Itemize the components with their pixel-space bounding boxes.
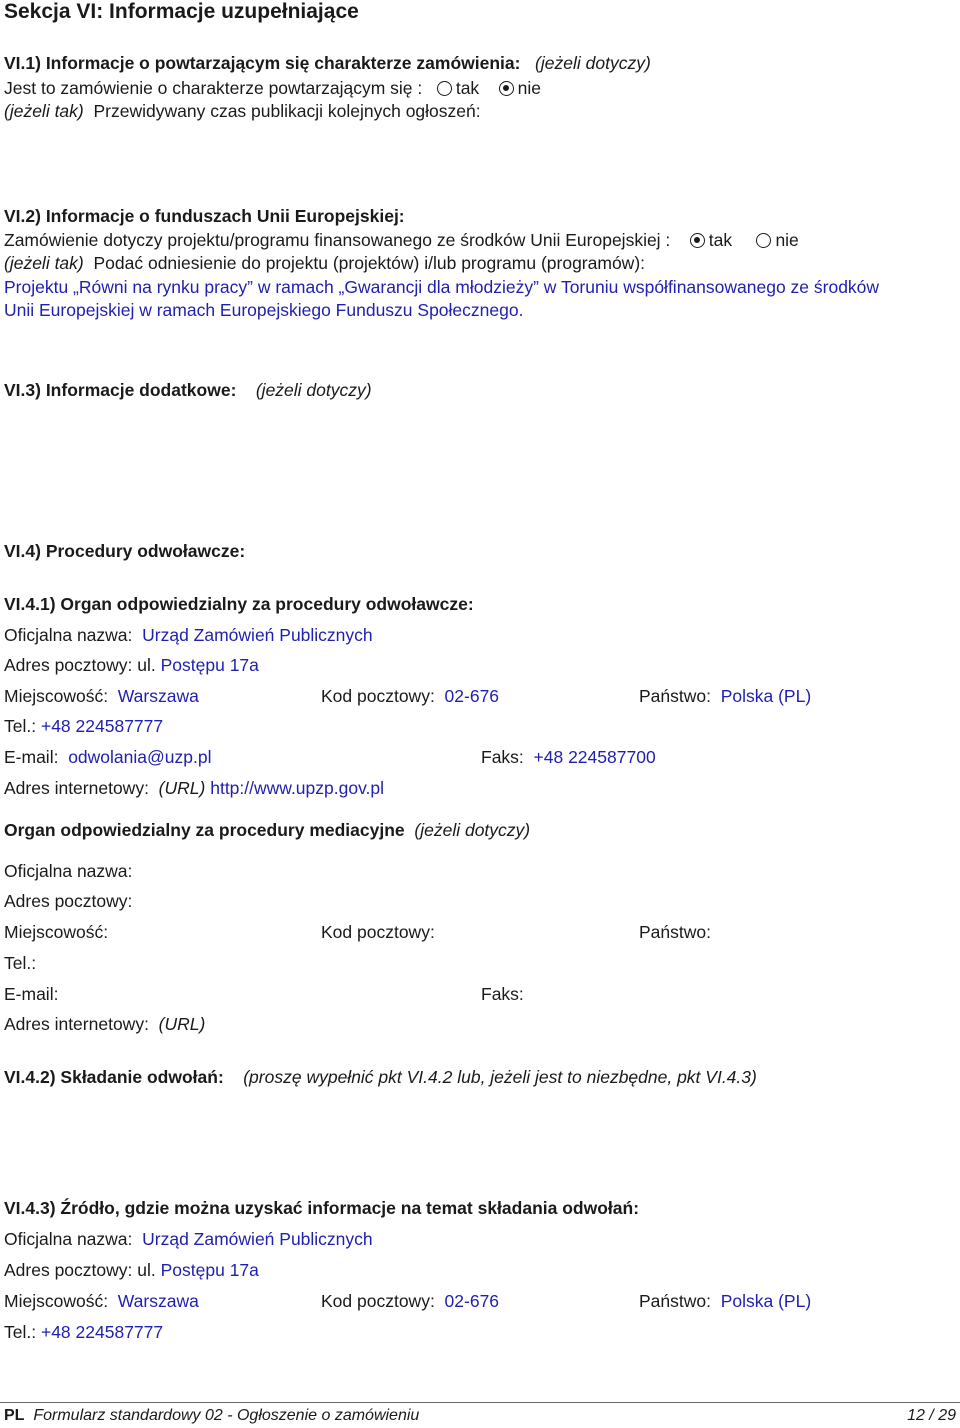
- vi41-address-prefix: ul.: [137, 655, 156, 675]
- vi41-web-url-note: (URL): [158, 778, 206, 798]
- vi41-email[interactable]: odwolania@uzp.pl: [68, 747, 212, 767]
- vi1-question-line: [4, 78, 541, 99]
- vi41-postal-line: [321, 686, 499, 707]
- vi3-heading: VI.3) Informacje dodatkowe:: [4, 380, 237, 400]
- vi43-address-label: Adres pocztowy:: [4, 1260, 133, 1280]
- mediation-city-label: Miejscowość:: [4, 922, 109, 942]
- footer-left: [4, 1407, 419, 1425]
- vi2-sub-prefix: (jeżeli tak): [4, 253, 84, 273]
- vi41-fax-label: Faks:: [481, 747, 524, 767]
- mediation-tel-label: Tel.:: [4, 953, 37, 973]
- vi43-official-name: Urząd Zamówień Publicznych: [142, 1229, 373, 1249]
- vi41-city: Warszawa: [117, 686, 199, 706]
- mediation-heading-line: [4, 820, 530, 841]
- mediation-address-label: Adres pocztowy:: [4, 891, 133, 911]
- footer-form: Formularz standardowy 02 - Ogłoszenie o zamówieniu: [33, 1407, 420, 1424]
- vi41-address-label: Adres pocztowy:: [4, 655, 133, 675]
- mediation-web-url-note: (URL): [158, 1014, 206, 1034]
- vi1-yes-label: tak: [455, 78, 480, 98]
- vi2-sub-text: Podać odniesienie do projektu (projektów) i/lub programu (programów):: [93, 253, 646, 273]
- vi43-postal-line: [321, 1291, 499, 1312]
- vi43-tel-label: Tel.:: [4, 1322, 37, 1342]
- vi41-web-label: Adres internetowy:: [4, 778, 149, 798]
- vi41-address-line: [4, 655, 259, 676]
- mediation-heading: Organ odpowiedzialny za procedury mediacyjne: [4, 820, 405, 840]
- vi1-note: (jeżeli dotyczy): [535, 53, 651, 73]
- vi41-official-name-label: Oficjalna nazwa:: [4, 625, 133, 645]
- vi4-heading: VI.4) Procedury odwoławcze:: [4, 541, 246, 561]
- mediation-postal-label: Kod pocztowy:: [321, 922, 435, 942]
- vi1-sub-prefix: (jeżeli tak): [4, 101, 84, 121]
- vi42-heading: VI.4.2) Składanie odwołań:: [4, 1067, 224, 1087]
- mediation-email-label: E-mail:: [4, 984, 59, 1004]
- vi41-web-link[interactable]: http://www.upzp.gov.pl: [210, 778, 385, 798]
- vi1-question: Jest to zamówienie o charakterze powtarzającym się :: [4, 78, 423, 98]
- vi1-radio-no[interactable]: [499, 81, 514, 96]
- mediation-web-line: [4, 1014, 205, 1035]
- vi43-postal-label: Kod pocztowy:: [321, 1291, 435, 1311]
- vi3-heading-line: [4, 380, 372, 401]
- vi1-no-label: nie: [517, 78, 541, 98]
- vi1-sub-text: Przewidywany czas publikacji kolejnych ogłoszeń:: [93, 101, 481, 121]
- section-title: Sekcja VI: Informacje uzupełniające: [4, 0, 359, 23]
- vi2-yes-label: tak: [708, 230, 733, 250]
- vi2-radio-yes[interactable]: [690, 233, 705, 248]
- vi43-city-line: [4, 1291, 199, 1312]
- vi41-fax: +48 224587700: [533, 747, 656, 767]
- vi41-country-label: Państwo:: [639, 686, 711, 706]
- vi41-official-name-line: [4, 625, 373, 646]
- footer-rule: [0, 1402, 960, 1403]
- vi41-country-line: [639, 686, 811, 707]
- vi41-postal: 02-676: [444, 686, 500, 706]
- mediation-official-name-label: Oficjalna nazwa:: [4, 861, 133, 881]
- vi2-question: Zamówienie dotyczy projektu/programu finansowanego ze środków Unii Europejskiej :: [4, 230, 671, 250]
- vi41-tel-label: Tel.:: [4, 716, 37, 736]
- vi43-address: Postępu 17a: [160, 1260, 259, 1280]
- vi43-city: Warszawa: [117, 1291, 199, 1311]
- mediation-note: (jeżeli dotyczy): [414, 820, 531, 840]
- vi2-radio-no[interactable]: [756, 233, 771, 248]
- vi2-answer: Projektu „Równi na rynku pracy” w ramach „Gwarancji dla młodzieży” w Toruniu współfinansowanego ze środków Unii Europejskiej w ramach Europejskiego Funduszu Społecznego.: [4, 277, 880, 320]
- vi1-radio-yes[interactable]: [437, 81, 452, 96]
- vi2-no-label: nie: [775, 230, 799, 250]
- mediation-fax-label: Faks:: [481, 984, 524, 1004]
- vi2-question-line: [4, 230, 799, 251]
- vi41-postal-label: Kod pocztowy:: [321, 686, 435, 706]
- vi1-sub-line: [4, 101, 481, 122]
- vi43-country-label: Państwo:: [639, 1291, 711, 1311]
- vi2-heading: VI.2) Informacje o funduszach Unii Europejskiej:: [4, 206, 405, 226]
- vi43-address-prefix: ul.: [137, 1260, 156, 1280]
- vi41-tel: +48 224587777: [40, 716, 164, 736]
- footer-page-number: 12 / 29: [907, 1407, 956, 1424]
- vi41-address: Postępu 17a: [160, 655, 259, 675]
- vi42-note: (proszę wypełnić pkt VI.4.2 lub, jeżeli jest to niezbędne, pkt VI.4.3): [243, 1067, 757, 1087]
- vi43-address-line: [4, 1260, 259, 1281]
- vi41-city-line: [4, 686, 199, 707]
- vi43-official-name-label: Oficjalna nazwa:: [4, 1229, 133, 1249]
- vi41-email-line: [4, 747, 211, 768]
- vi43-country-line: [639, 1291, 811, 1312]
- mediation-web-label: Adres internetowy:: [4, 1014, 149, 1034]
- vi41-web-line: [4, 778, 384, 799]
- vi41-email-label: E-mail:: [4, 747, 59, 767]
- vi41-fax-line: [481, 747, 656, 768]
- vi3-note: (jeżeli dotyczy): [255, 380, 372, 400]
- vi42-heading-line: [4, 1067, 757, 1088]
- vi1-heading-line: [4, 53, 651, 74]
- vi41-tel-line: [4, 716, 163, 737]
- vi43-official-name-line: [4, 1229, 373, 1250]
- vi1-heading: VI.1) Informacje o powtarzającym się charakterze zamówienia:: [4, 53, 521, 73]
- mediation-country-label: Państwo:: [639, 922, 711, 942]
- vi43-city-label: Miejscowość:: [4, 1291, 109, 1311]
- vi43-tel-line: [4, 1322, 163, 1343]
- vi41-city-label: Miejscowość:: [4, 686, 109, 706]
- vi43-country: Polska (PL): [720, 1291, 812, 1311]
- vi41-heading: VI.4.1) Organ odpowiedzialny za procedury odwoławcze:: [4, 594, 474, 614]
- vi43-heading: VI.4.3) Źródło, gdzie można uzyskać informacje na temat składania odwołań:: [4, 1198, 640, 1218]
- vi43-postal: 02-676: [444, 1291, 500, 1311]
- footer-lang: PL: [4, 1407, 25, 1424]
- vi41-country: Polska (PL): [720, 686, 812, 706]
- vi43-tel: +48 224587777: [40, 1322, 164, 1342]
- vi2-sub-line: [4, 253, 645, 274]
- vi41-official-name: Urząd Zamówień Publicznych: [142, 625, 373, 645]
